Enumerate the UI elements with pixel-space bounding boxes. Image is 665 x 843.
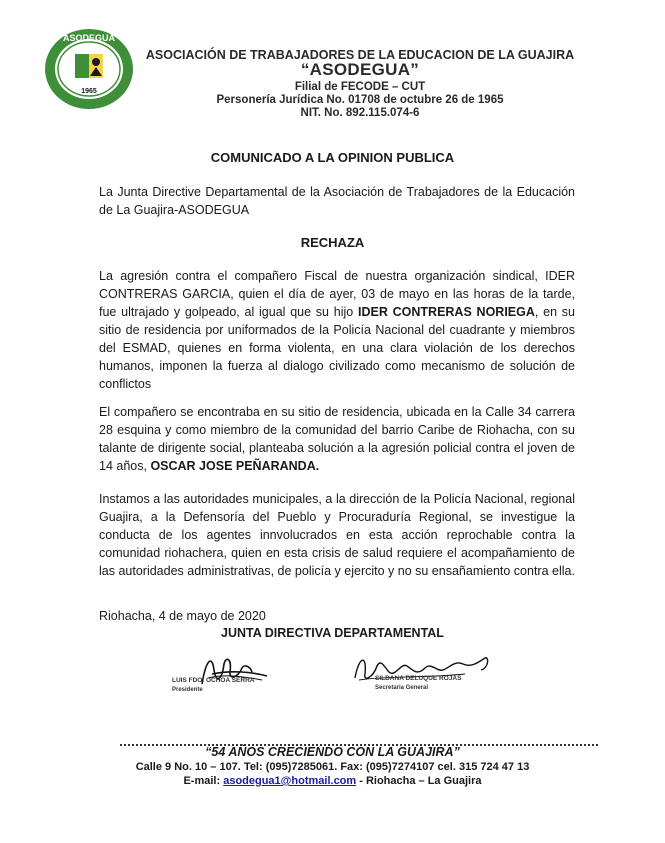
- footer-city: - Riohacha – La Guajira: [356, 775, 482, 787]
- paragraph-aggression: [99, 267, 575, 393]
- email-link[interactable]: asodegua1@hotmail.com: [223, 775, 357, 787]
- p2-text-a: La agresión contra el compañero Fiscal de nuestra organización sindical, IDER CONTRERAS GARCIA, quien el día de ayer, 03 de mayo en las horas de la tarde, fue ultrajado y golpeado, al igual que su hijo: [99, 269, 575, 319]
- p2-bold-name: IDER CONTRERAS NORIEGA: [358, 305, 535, 319]
- paragraph-request: Instamos a las autoridades municipales, a la dirección de la Policía Nacional, regional Guajira, a la Defensoría del Pueblo y Procuraduría Regional, se investigue la conducta de los agentes innvolucrados en esta acción reprochable contra la comunidad riohachera, quien en esta crisis de salud requiere el acompañamiento de las autoridades administrativas, de policía y ejercito y no su ensañamiento contra ella.: [99, 492, 575, 578]
- signature-left: [172, 650, 292, 690]
- p3-bold-name: OSCAR JOSE PEÑARANDA.: [150, 459, 320, 473]
- org-affiliation: Filial de FECODE – CUT: [294, 81, 426, 93]
- footer-email-line: [0, 775, 665, 787]
- org-nit: NIT. No. 892.115.074-6: [300, 107, 420, 119]
- intro-paragraph: La Junta Directive Departamental de la Asociación de Trabajadores de la Educación de La Guajira-ASODEGUA: [99, 185, 575, 217]
- left-signatory-role: Presidente: [172, 687, 203, 693]
- p3-text-a: El compañero se encontraba en su sitio de residencia, ubicada en la Calle 34 carrera 28 esquina y como miembro de la comunidad del barrio Caribe de Riohacha, con su talante de dirigente social, planteaba solución a la agresión policial contra el joven de 14 años,: [99, 405, 575, 473]
- left-signatory-name: LUIS FDO. OCHOA SERRA: [172, 677, 255, 684]
- logo-text: ASODEGUA: [62, 33, 116, 43]
- org-acronym: “ASODEGUA”: [300, 60, 420, 79]
- org-legal-status: Personería Jurídica No. 01708 de octubre 26 de 1965: [216, 94, 504, 106]
- right-signatory-name: SILDANA DELUQUE ROJAS: [375, 675, 462, 682]
- logo-year: 1965: [81, 88, 97, 95]
- paragraph-residence: [99, 403, 575, 475]
- section-heading: RECHAZA: [300, 235, 365, 250]
- board-name: JUNTA DIRECTIVA DEPARTAMENTAL: [221, 626, 444, 640]
- org-name: ASOCIACIÓN DE TRABAJADORES DE LA EDUCACION DE LA GUAJIRA: [145, 48, 575, 62]
- footer-contact: Calle 9 No. 10 – 107. Tel: (095)7285061. Fax: (095)7274107 cel. 315 724 47 13: [135, 761, 530, 773]
- right-signatory-role: Secretaria General: [375, 685, 429, 691]
- p2-text-b: , en su sitio de residencia por uniformados de la Policía Nacional del cuadrante y miembros del ESMAD, quienes en forma violenta, en una clara violación de los derechos humanos, imponen la fuerza al dialogo civilizado como mecanismo de solución de conflictos: [99, 305, 576, 391]
- email-label: E-mail:: [183, 775, 224, 787]
- document-title: COMUNICADO A LA OPINION PUBLICA: [210, 150, 455, 165]
- place-date: Riohacha, 4 de mayo de 2020: [99, 609, 266, 623]
- footer-slogan: “54 AÑOS CRECIENDO CON LA GUAJIRA”: [205, 745, 460, 759]
